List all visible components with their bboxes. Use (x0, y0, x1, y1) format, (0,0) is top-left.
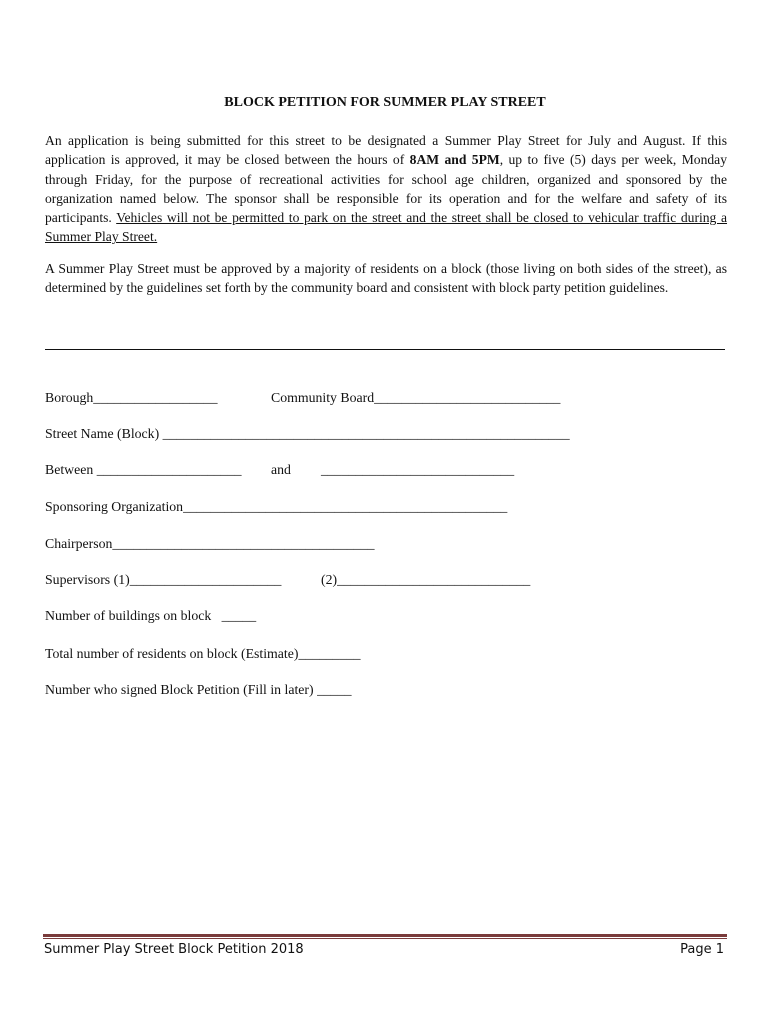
and-street-field[interactable]: ____________________________ (321, 462, 515, 477)
hours-bold-text: 8AM and 5PM (409, 152, 500, 168)
supervisor-2-field[interactable]: (2)____________________________ (321, 572, 531, 587)
sponsoring-organization-field[interactable]: Sponsoring Organization_______________________________________________ (45, 499, 508, 514)
supervisor-1-field[interactable]: Supervisors (1)______________________ (45, 572, 282, 587)
community-board-field[interactable]: Community Board___________________________ (271, 390, 561, 405)
between-field[interactable]: Between _____________________ (45, 462, 242, 477)
chairperson-field[interactable]: Chairperson______________________________________ (45, 536, 375, 551)
street-name-field[interactable]: Street Name (Block) ___________________________________________________________ (45, 426, 570, 441)
borough-field[interactable]: Borough__________________ (45, 390, 218, 405)
section-divider (45, 349, 725, 350)
signed-count-field[interactable]: Number who signed Block Petition (Fill in later) _____ (45, 682, 352, 697)
intro-text-b: , up to five (5) days per week, Monday through Friday, for the purpose of recreational activities for school age children, organized and sponsored by the organization named below. The sponsor shall be responsible for its operation and for the welfare and safety of its participants. (45, 152, 728, 226)
buildings-count-field[interactable]: Number of buildings on block _____ (45, 608, 257, 623)
footer-document-name: Summer Play Street Block Petition 2018 (44, 942, 304, 957)
vehicle-notice-underlined: Vehicles will not be permitted to park on the street and the street shall be closed to vehicular traffic during a Summer Play Street. (45, 210, 728, 245)
document-title: BLOCK PETITION FOR SUMMER PLAY STREET (224, 95, 546, 110)
footer-page-number: Page 1 (680, 942, 724, 957)
residents-estimate-field[interactable]: Total number of residents on block (Estimate)_________ (45, 646, 361, 661)
approval-paragraph: A Summer Play Street must be approved by a majority of residents on a block (those living on both sides of the street), as determined by the guidelines set forth by the community board and consistent with block party petition guidelines. (45, 261, 727, 296)
intro-paragraph (45, 131, 727, 247)
footer-divider-thick (43, 934, 727, 937)
footer-divider-thin (43, 938, 727, 939)
and-label: and (271, 462, 291, 477)
intro-text-a: An application is being submitted for this street to be designated a Summer Play Street for July and August. If this application is approved, it may be closed between the hours of (45, 133, 727, 168)
